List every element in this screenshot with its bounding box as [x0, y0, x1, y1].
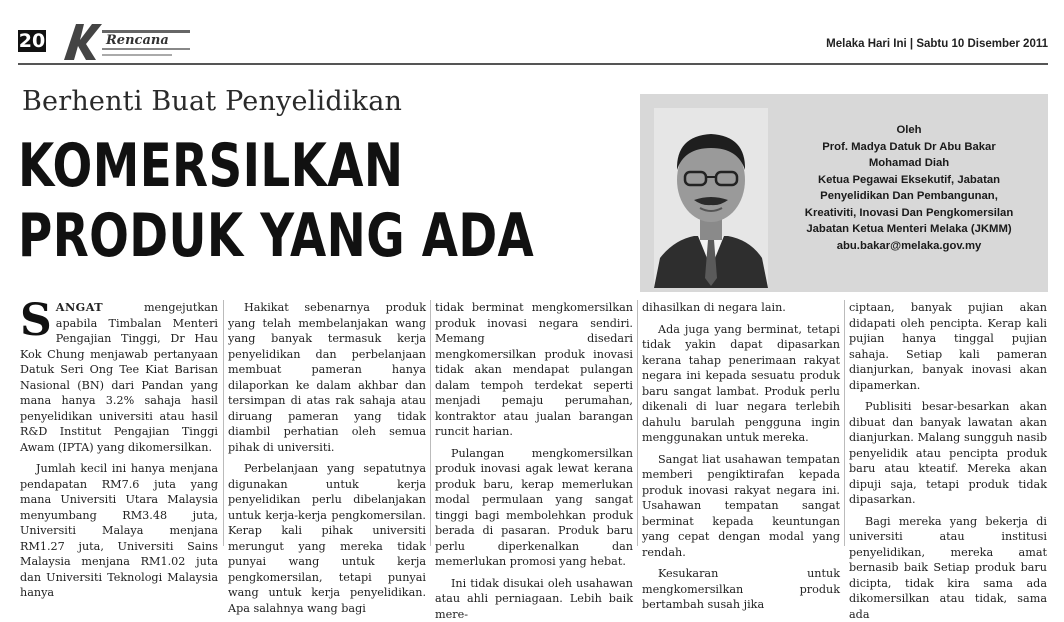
author-photo [654, 108, 768, 288]
article-column-4 [642, 300, 840, 546]
author-title-line-1: Ketua Pegawai Eksekutif, Jabatan [778, 172, 1040, 189]
paragraph: Perbelanjaan yang sepatutnya digunakan untuk kerja penyelidikan perlu dibelanjakan untuk kerja-kerja pengkomersilan. Kerap kali pihak universiti merungut yang mereka tidak punyai wang untuk kerja pengkomersilan, tetapi punyai wang untuk kerja penyelidikan. Apa salahnya wang bagi [228, 461, 426, 616]
byline-oleh: Oleh [778, 122, 1040, 139]
rencana-logo-icon [62, 22, 194, 62]
page-number: 20 [18, 30, 46, 52]
article-column-2 [228, 300, 426, 546]
article-column-1 [20, 300, 218, 546]
paragraph: Sangat liat usahawan tempatan memberi pengiktirafan kepada produk inovasi rakyat negara ini. Usahawan tempatan sangat berminat kepada keuntungan yang cepat dengan modal yang rendah. [642, 452, 840, 561]
article-column-3 [435, 300, 633, 546]
paragraph: Jumlah kecil ini hanya menjana pendapatan RM7.6 juta yang mana Universiti Utara Malaysia menyumbang RM3.48 juta, Universiti Malaya menjana RM1.27 juta, Universiti Sains Malaysia menjana RM1.02 juta dan Universiti Teknologi Malaysia hanya [20, 461, 218, 601]
paragraph: Pulangan mengkomersilkan produk inovasi agak lewat kerana produk baru, kerap memerlukan modal permulaan yang sangat tinggi bagi membolehkan produk berada di pasaran. Produk baru perlu diperkenalkan dan memerlukan promosi yang hebat. [435, 446, 633, 570]
byline-text [778, 122, 1040, 254]
paragraph: ciptaan, banyak pujian akan didapati oleh pencipta. Kerap kali pujian hanya tinggal pujian sahaja. Setiap kali pameran dianjurkan, banyak inovasi akan dipamerkan. [849, 300, 1047, 393]
column-divider [430, 300, 431, 546]
author-title-line-2: Penyelidikan Dan Pembangunan, [778, 188, 1040, 205]
headline-line-2: PRODUK YANG ADA [18, 206, 534, 266]
paragraph: Ini tidak disukai oleh usahawan atau ahli perniagaan. Lebih baik mere- [435, 576, 633, 622]
dateline: Melaka Hari Ini | Sabtu 10 Disember 2011 [826, 38, 1048, 50]
paragraph [20, 300, 218, 455]
paragraph: dihasilkan di negara lain. [642, 300, 840, 316]
drop-cap: S [20, 302, 52, 340]
headline-line-1: KOMERSILKAN [18, 136, 403, 196]
paragraph: Bagi mereka yang bekerja di universiti atau institusi penyelidikan, mereka amat bernasib baik Setiap produk baru dicipta, tidak kira sama ada dikomersilkan atau tidak, sama ada [849, 514, 1047, 622]
author-title-line-3: Kreativiti, Inovasi Dan Pengkomersilan [778, 205, 1040, 222]
header-divider [18, 63, 1048, 65]
paragraph: Ada juga yang berminat, tetapi tidak yakin dapat dipasarkan kerana tahap penerimaan rakyat negara ini kepada sesuatu produk baru sangat lambat. Produk perlu dikenali di luar negara terlebih dahulu barulah pengguna ingin menggunakan untuk mereka. [642, 322, 840, 446]
paragraph: Hakikat sebenarnya produk yang telah membelanjakan wang yang banyak termasuk kerja penyelidikan dan perbelanjaan membuat pameran hanya dilaporkan ke dalam akhbar dan tersimpan di atas rak sahaja atau diruang pameran yang tidak diambil perhatian oleh semua pihak di universiti. [228, 300, 426, 455]
lead-word: ANGAT [56, 300, 103, 314]
section-logo [62, 22, 194, 62]
paragraph: tidak berminat mengkomersilkan produk inovasi negara sendiri. Memang disedari mengkomersilkan produk inovasi tidak akan mendapat pulangan dalam tempoh terdekat seperti menjadi pemaju perumahan, kontraktor atau jualan barangan runcit harian. [435, 300, 633, 440]
column-divider [844, 300, 845, 546]
column-divider [223, 300, 224, 546]
author-portrait-icon [654, 108, 768, 288]
author-name-line-2: Mohamad Diah [778, 155, 1040, 172]
column-divider [637, 300, 638, 546]
article-column-5 [849, 300, 1047, 546]
paragraph: Kesukaran untuk mengkomersilkan produk bertambah susah jika [642, 566, 840, 613]
author-email[interactable]: abu.bakar@melaka.gov.my [778, 238, 1040, 255]
paragraph-text: mengejutkan apabila Timbalan Menteri Pengajian Tinggi, Dr Hau Kok Chung menjawab pertanyaan Datuk Seri Ong Tee Kiat Barisan Nasional (BN) dari Pandan yang mana hanya 3.2% sahaja hasil penyelidikan universiti atau hasil R&D Institut Pengajian Tinggi Awam (IPTA) yang dikomersilkan. [20, 301, 218, 454]
author-title-line-4: Jabatan Ketua Menteri Melaka (JKMM) [778, 221, 1040, 238]
author-name-line-1: Prof. Madya Datuk Dr Abu Bakar [778, 139, 1040, 156]
paragraph: Publisiti besar-besarkan akan dibuat dan banyak lawatan akan dianjurkan. Malang sungguh nasib penyelidik atau pencipta produk baru atau kteatif. Mereka akan dipuji saja, tetapi produk tidak dipasarkan. [849, 399, 1047, 508]
article-subhead: Berhenti Buat Penyelidikan [22, 86, 402, 117]
section-logo-text: Rencana [105, 33, 169, 48]
